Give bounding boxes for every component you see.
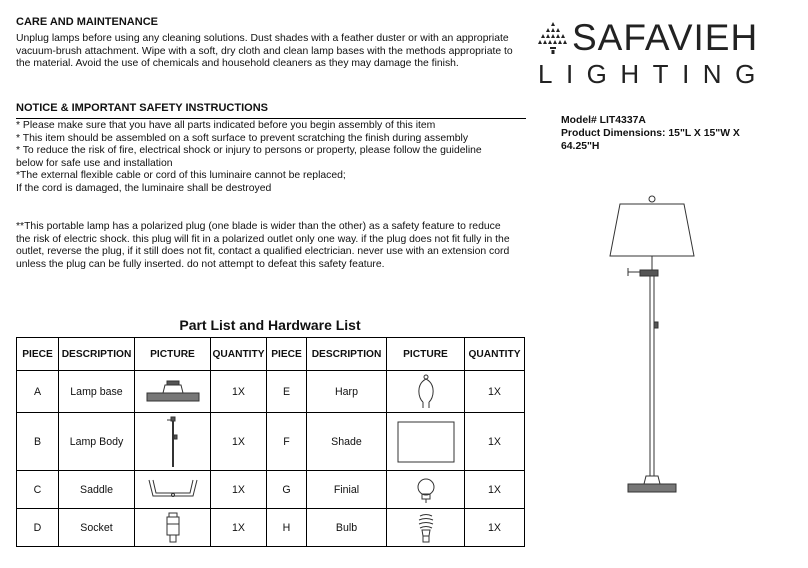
description-cell: Socket bbox=[59, 509, 135, 547]
finial-icon bbox=[415, 476, 437, 504]
quantity-cell: 1X bbox=[211, 371, 267, 413]
header-description: DESCRIPTION bbox=[59, 338, 135, 371]
header-picture: PICTURE bbox=[387, 338, 465, 371]
picture-cell bbox=[387, 371, 465, 413]
shade-icon bbox=[397, 421, 455, 463]
care-title: CARE AND MAINTENANCE bbox=[16, 16, 158, 28]
table-header-row bbox=[17, 338, 525, 371]
notice-text bbox=[16, 120, 526, 196]
piece-cell: E bbox=[267, 371, 307, 413]
notice-line: below for safe use and installation bbox=[16, 157, 173, 169]
header-quantity: QUANTITY bbox=[465, 338, 525, 371]
quantity-cell: 1X bbox=[465, 371, 525, 413]
table-row bbox=[17, 413, 525, 471]
description-cell: Shade bbox=[307, 413, 387, 471]
quantity-cell: 1X bbox=[465, 413, 525, 471]
picture-cell bbox=[135, 509, 211, 547]
notice-section bbox=[16, 102, 526, 196]
quantity-cell: 1X bbox=[211, 471, 267, 509]
picture-cell bbox=[387, 509, 465, 547]
parts-table bbox=[16, 337, 525, 547]
quantity-cell: 1X bbox=[211, 509, 267, 547]
polarized-line: the risk of electric shock. this plug will fit in a polarized outlet only one way. if the plug does not fit fully in the bbox=[16, 233, 510, 245]
harp-icon bbox=[414, 374, 438, 410]
care-line: the material. Avoid the use of chemicals and household cleaners as they may damage the finish. bbox=[16, 58, 459, 70]
picture-cell bbox=[135, 471, 211, 509]
piece-cell: D bbox=[17, 509, 59, 547]
header-description: DESCRIPTION bbox=[307, 338, 387, 371]
description-cell: Lamp base bbox=[59, 371, 135, 413]
notice-line: * To reduce the risk of fire, electrical shock or injury to persons or property, please follow the guideline bbox=[16, 145, 482, 157]
table-row bbox=[17, 371, 525, 413]
quantity-cell: 1X bbox=[211, 413, 267, 471]
polarized-line: **This portable lamp has a polarized plug (one blade is wider than the other) as a safety feature to reduce bbox=[16, 221, 501, 232]
chandelier-icon bbox=[536, 20, 570, 56]
product-dimensions: Product Dimensions: 15"L X 15"W X bbox=[561, 128, 740, 139]
polarized-text bbox=[16, 221, 526, 271]
socket-icon bbox=[163, 512, 183, 544]
quantity-cell: 1X bbox=[465, 471, 525, 509]
piece-cell: A bbox=[17, 371, 59, 413]
description-cell: Saddle bbox=[59, 471, 135, 509]
description-cell: Bulb bbox=[307, 509, 387, 547]
piece-cell: H bbox=[267, 509, 307, 547]
product-info bbox=[561, 114, 791, 153]
picture-cell bbox=[135, 413, 211, 471]
brand-name: SAFAVIEH bbox=[572, 17, 759, 58]
parts-table-title: Part List and Hardware List bbox=[179, 317, 361, 333]
table-row bbox=[17, 509, 525, 547]
description-cell: Finial bbox=[307, 471, 387, 509]
header-piece: PIECE bbox=[267, 338, 307, 371]
piece-cell: G bbox=[267, 471, 307, 509]
saddle-icon bbox=[145, 476, 201, 504]
brand-subname: LIGHTING bbox=[538, 59, 769, 89]
notice-title: NOTICE & IMPORTANT SAFETY INSTRUCTIONS bbox=[16, 102, 268, 114]
lamp-body-icon bbox=[163, 415, 183, 469]
header-quantity: QUANTITY bbox=[211, 338, 267, 371]
care-text bbox=[16, 33, 526, 71]
piece-cell: F bbox=[267, 413, 307, 471]
notice-line: *The external flexible cable or cord of this luminaire cannot be replaced; bbox=[16, 170, 346, 182]
description-cell: Lamp Body bbox=[59, 413, 135, 471]
care-line: Unplug lamps before using any cleaning solutions. Dust shades with a feather duster or with an appropriate bbox=[16, 33, 509, 44]
picture-cell bbox=[135, 371, 211, 413]
notice-line: If the cord is damaged, the luminaire shall be destroyed bbox=[16, 182, 272, 194]
picture-cell bbox=[387, 413, 465, 471]
piece-cell: B bbox=[17, 413, 59, 471]
care-section bbox=[16, 16, 526, 71]
header-picture: PICTURE bbox=[135, 338, 211, 371]
table-row bbox=[17, 471, 525, 509]
bulb-icon bbox=[414, 512, 438, 544]
product-dimensions-cont: 64.25"H bbox=[561, 141, 600, 152]
polarized-section bbox=[16, 221, 526, 271]
model-number: Model# LIT4337A bbox=[561, 115, 646, 126]
care-line: vacuum-brush attachment. Wipe with a soft, dry cloth and clean lamp bases with the methods appropriate to bbox=[16, 45, 513, 57]
piece-cell: C bbox=[17, 471, 59, 509]
floor-lamp-illustration bbox=[602, 194, 702, 500]
picture-cell bbox=[387, 471, 465, 509]
polarized-line: outlet, reverse the plug, if it still does not fit, contact a qualified electrician. never use with an extension cord bbox=[16, 246, 510, 258]
polarized-line: unless the plug can be fully inserted. do not attempt to defeat this safety feature. bbox=[16, 258, 385, 270]
notice-line: * Please make sure that you have all parts indicated before you begin assembly of this item bbox=[16, 120, 436, 131]
notice-rule bbox=[16, 118, 526, 119]
quantity-cell: 1X bbox=[465, 509, 525, 547]
brand-logo bbox=[534, 14, 796, 89]
lamp-base-icon bbox=[143, 379, 203, 405]
header-piece: PIECE bbox=[17, 338, 59, 371]
notice-line: * This item should be assembled on a soft surface to prevent scratching the finish during assembly bbox=[16, 132, 469, 144]
description-cell: Harp bbox=[307, 371, 387, 413]
